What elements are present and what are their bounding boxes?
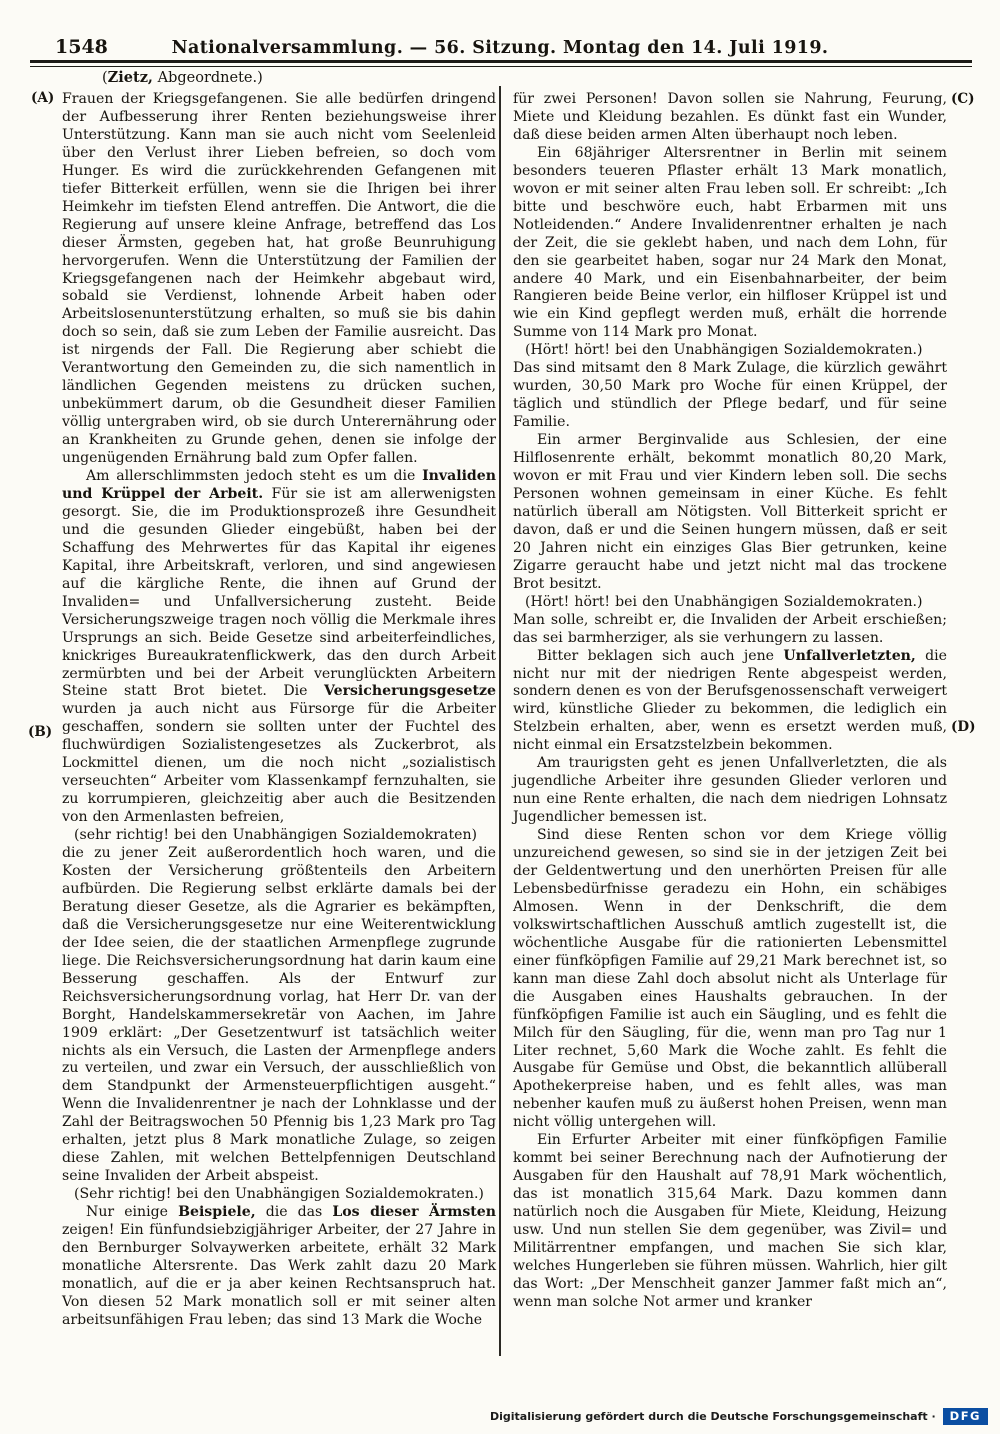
text-run: (Hört! hört! bei den Unabhängigen Sozialdemokraten.) xyxy=(525,342,923,359)
margin-marker-d: (D) xyxy=(951,719,976,735)
left-column xyxy=(62,91,496,1330)
text-run: wurden ja auch nicht aus Fürsorge für die Arbeiter geschaffen, sondern sie sollten unter der Fuchtel des fluchwürdigen Sozialistengesetzes als Zuckerbrot, als Lockmittel dienen, um die noch nicht „sozialistisch verseuchten“ Arbeiter vom Klassenkampf fernzuhalten, sie zu korrumpieren, gleichzeitig aber auch die Besitzenden von den Armenlasten befreien, xyxy=(62,701,496,826)
page-header-title: Nationalversammlung. — 56. Sitzung. Montag den 14. Juli 1919. xyxy=(171,38,829,58)
text-run: Invaliden und Krüppel der Arbeit. xyxy=(62,468,496,502)
margin-marker-c: (C) xyxy=(951,91,975,107)
paragraph xyxy=(513,755,947,827)
header-double-rule xyxy=(30,60,972,67)
text-run: Versicherungsgesetze xyxy=(323,683,496,700)
text-run: Am allerschlimmsten jedoch steht es um die xyxy=(86,468,423,485)
paragraph xyxy=(513,145,947,342)
text-run: (sehr richtig! bei den Unabhängigen Sozialdemokraten) xyxy=(74,827,478,844)
column-divider-rule xyxy=(499,86,501,1356)
text-run: Nur einige xyxy=(86,1204,179,1221)
text-run: Am traurigsten geht es jenen Unfallverletzten, die als jugendliche Arbeiter ihre gesunden Glieder verloren und nun eine Rente erhalten, die nach dem niedrigen Lohnsatz Jugendlicher bemessen ist. xyxy=(513,755,947,826)
text-run: Frauen der Kriegsgefangenen. Sie alle bedürfen dringend der Aufbesserung ihrer Renten beziehungsweise ihrer Unterstützung. Kann man sie auch nicht vom Seelenleid über den Verlust ihrer Lieben befreien, so doch vom Hunger. Es wird die zurückkehrenden Gefangenen mit tiefer Bitterkeit erfüllen, wenn sie die Ihrigen bei ihrer Heimkehr im tiefsten Elend antreffen. Die Antwort, die die Regierung auf unsere kleine Anfrage, betreffend das Los dieser Ärmsten, gegeben hat, hat große Beunruhigung hervorgerufen. Wenn die Unterstützung der Familien der Kriegsgefangenen nach der Heimkehr abgebaut wird, sobald sie Verdienst, lohnende Arbeit haben oder Arbeitslosenunterstützung erhalten, so muß sie bis dahin doch so sein, daß sie zum Leben der Familie ausreicht. Das ist nirgends der Fall. Die Regierung aber schiebt die Verantwortung den Gemeinden zu, die sich namentlich in ländlichen Gegenden meistens zu drücken suchen, unbekümmert darum, ob die Gesundheit dieser Familien völlig untergraben wird, ob sie durch Unterernährung oder an Krankheiten zu Grunde gehen, denen sie infolge der ungenügenden Ernährung bald zum Opfer fallen. xyxy=(62,91,496,467)
text-run: (Hört! hört! bei den Unabhängigen Sozialdemokraten.) xyxy=(525,593,923,610)
dfg-logo: DFG xyxy=(943,1408,988,1425)
text-run: Das sind mitsamt den 8 Mark Zulage, die kürzlich gewährt wurden, 30,50 Mark pro Woche für einen Krüppel, der täglich und stündlich der Pflege bedarf, und für seine Familie. xyxy=(513,360,947,431)
text-run: Ein armer Berginvalide aus Schlesien, der eine Hilflosenrente erhält, bekommt monatlich 80,20 Mark, wovon er mit Frau und vier Kindern leben soll. Die sechs Personen wohnen gemeinsam in einer Küche. Es fehlt natürlich überall am Nötigsten. Voll Bitterkeit spricht er davon, daß er und die Seinen hungern müssen, daß er seit 20 Jahren nicht ein einziges Glas Bier getrunken, keine Zigarre geraucht habe und jetzt nicht mal das trockene Brot besitzt. xyxy=(513,432,947,592)
text-run: die zu jener Zeit außerordentlich hoch waren, und die Kosten der Versicherung größtenteils den Arbeitern aufbürden. Die Regierung selbst erklärte damals bei der Beratung dieser Gesetze, als die Agrarier es bekämpften, daß die Versicherungsgesetze nur eine Weiterentwicklung der Idee seien, die der staatlichen Armenpflege zugrunde liege. Die Reichsversicherungsordnung hat darin kaum eine Besserung geschaffen. Als der Entwurf zur Reichsversicherungsordnung vorlag, hat Herr Dr. van der Borght, Handelskammersekretär von Aachen, im Jahre 1909 erklärt: „Der Gesetzentwurf ist tatsächlich weiter nichts als ein Versuch, die Lasten der Armenpflege anders zu verteilen, und zwar ein Versuch, der ausschließlich von dem Standpunkt der Armensteuerpflichtigen ausgeht.“ Wenn die Invalidenrentner je nach der Lohnklasse und der Zahl der Beitragswochen 50 Pfennig bis 1,23 Mark pro Tag erhalten, jetzt plus 8 Mark monatliche Zulage, so zeigen diese Zahlen, mit welchen Bettelpfennigen Deutschland seine Invaliden der Arbeit abspeist. xyxy=(62,845,496,1185)
page-number: 1548 xyxy=(55,36,108,58)
paragraph xyxy=(513,827,947,1132)
paragraph xyxy=(62,845,496,1186)
digitization-credit-text: Digitalisierung gefördert durch die Deutsche Forschungsgemeinschaft · xyxy=(489,1410,936,1423)
paragraph xyxy=(513,432,947,594)
paragraph xyxy=(513,648,947,756)
text-run: die nicht nur mit der niedrigen Rente abgespeist werden, sondern denen es von der Berufsgenossenschaft verweigert wird, künstliche Glieder zu bekommen, die lediglich ein Stelzbein erhalten, aber, wenn es ersetzt werden muß, nicht einmal ein Ersatzstelzbein bekommen. xyxy=(513,647,947,754)
speaker-note-open: ( xyxy=(102,70,108,86)
paragraph xyxy=(62,1204,496,1330)
text-run: Ein Erfurter Arbeiter mit einer fünfköpfigen Familie kommt bei seiner Berechnung nach der Aufnotierung der Ausgaben für den Haushalt auf 78,91 Mark wöchentlich, das ist monatlich 315,64 Mark. Dazu kommen dann natürlich noch die Ausgaben für Miete, Kleidung, Heizung usw. Und nun stellen Sie dem gegenüber, was Zivil= und Militärrentner empfangen, und machen Sie sich klar, welches Hungerleben sie führen müssen. Wahrlich, hier gilt das Wort: „Der Menschheit ganzer Jammer faßt mich an“, wenn man solche Not armer und kranker xyxy=(513,1132,947,1310)
paragraph xyxy=(513,360,947,432)
text-run: Für sie ist am allerwenigsten gesorgt. Sie, die im Produktionsprozeß ihre Gesundheit und die gesunden Glieder eingebüßt, haben bei der Schaffung des Mehrwertes für das Kapital ihr eigenes Kapital, ihre Arbeitskraft, verloren, und sind angewiesen auf die kärgliche Rente, die ihnen auf Grund der Invaliden= und Unfallversicherung zusteht. Beide Versicherungszweige tragen noch völlig die Merkmale ihres Ursprungs an sich. Beide Gesetze sind arbeiterfeindliches, knickriges Bureaukratenflickwerk, das den durch Arbeit zermürbten und bei der Arbeit verunglückten Arbeitern Steine statt Brot bietet. Die xyxy=(62,485,496,700)
paragraph xyxy=(513,91,947,145)
right-column xyxy=(513,91,947,1312)
margin-marker-a: (A) xyxy=(31,90,55,106)
text-run: Sind diese Renten schon vor dem Kriege völlig unzureichend gewesen, so sind sie in der jetzigen Zeit bei der Geldentwertung und den unerhörten Preisen für alle Lebensbedürfnisse geradezu ein Hohn, ein schäbiges Almosen. Wenn in der Denkschrift, die dem volkswirtschaftlichen Ausschuß amtlich zugestellt ist, die wöchentliche Ausgabe für die rationierten Lebensmittel einer fünfköpfigen Familie auf 29,21 Mark berechnet ist, so kann man diese Zahl doch absolut nicht als Unterlage für die Ausgaben eines Haushalts gebrauchen. In der fünfköpfigen Familie ist auch ein Säugling, und es fehlt die Milch für den Säugling, für die, wenn man pro Tag nur 1 Liter rechnet, 5,60 Mark die Woche zahlt. Es fehlt die Ausgabe für Gemüse und Obst, die bekanntlich allüberall Apothekerpreise haben, und es fehlt alles, was man nebenher kaufen muß zu äußerst hohen Preisen, wenn man nicht völlig untergehen will. xyxy=(513,827,947,1131)
text-run: Man solle, schreibt er, die Invaliden der Arbeit erschießen; das sei barmherziger, als sie verhungern zu lassen. xyxy=(513,611,947,646)
text-run: Ein 68jähriger Altersrentner in Berlin mit seinem besonders teueren Pflaster erhält 13 Mark monatlich, wovon er mit seiner alten Frau leben soll. Er schreibt: „Ich bitte und beschwöre euch, habt Erbarmen mit uns Notleidenden.“ Andere Invalidenrentner erhalten je nach der Zeit, die sie geklebt haben, und nach dem Lohn, für den sie gearbeitet haben, sogar nur 24 Mark den Monat, andere 40 Mark, und ein Eisenbahnarbeiter, der beim Rangieren beide Beine verlor, ein hilfloser Krüppel ist und wie ein Kind gepflegt werden muß, erhält die horrende Summe von 114 Mark pro Monat. xyxy=(513,144,947,341)
paragraph xyxy=(513,594,947,612)
paragraph xyxy=(513,1132,947,1312)
text-run: Unfallverletzten, xyxy=(783,647,916,664)
text-run: Bitter beklagen sich auch jene xyxy=(537,647,784,664)
paragraph xyxy=(62,91,496,468)
digitization-footer xyxy=(490,1408,988,1425)
text-run: Los dieser Ärmsten xyxy=(332,1204,496,1221)
paragraph xyxy=(513,612,947,648)
speaker-name: Zietz, xyxy=(107,69,153,86)
text-run: die das xyxy=(255,1204,333,1221)
speaker-note-rest: Abgeordnete.) xyxy=(152,70,263,86)
margin-marker-b: (B) xyxy=(28,724,53,740)
paragraph xyxy=(62,468,496,827)
speaker-note xyxy=(102,69,263,86)
text-run: Beispiele, xyxy=(178,1204,256,1221)
text-run: (Sehr richtig! bei den Unabhängigen Sozialdemokraten.) xyxy=(74,1186,484,1203)
paragraph xyxy=(62,827,496,845)
paragraph xyxy=(62,1186,496,1204)
text-run: zeigen! Ein fünfundsiebzigjähriger Arbeiter, der 27 Jahre in den Bernburger Solvaywerken arbeitete, erhält 32 Mark monatliche Altersrente. Das Werk zahlt dazu 20 Mark monatlich, auf die er ja aber keinen Rechtsanspruch hat. Von diesen 52 Mark monatlich soll er mit seiner alten arbeitsunfähigen Frau leben; das sind 13 Mark die Woche xyxy=(62,1222,496,1328)
paragraph xyxy=(513,342,947,360)
text-run: für zwei Personen! Davon sollen sie Nahrung, Feurung, Miete und Kleidung bezahlen. Es dünkt fast ein Wunder, daß diese beiden armen Alten überhaupt noch leben. xyxy=(513,91,947,143)
